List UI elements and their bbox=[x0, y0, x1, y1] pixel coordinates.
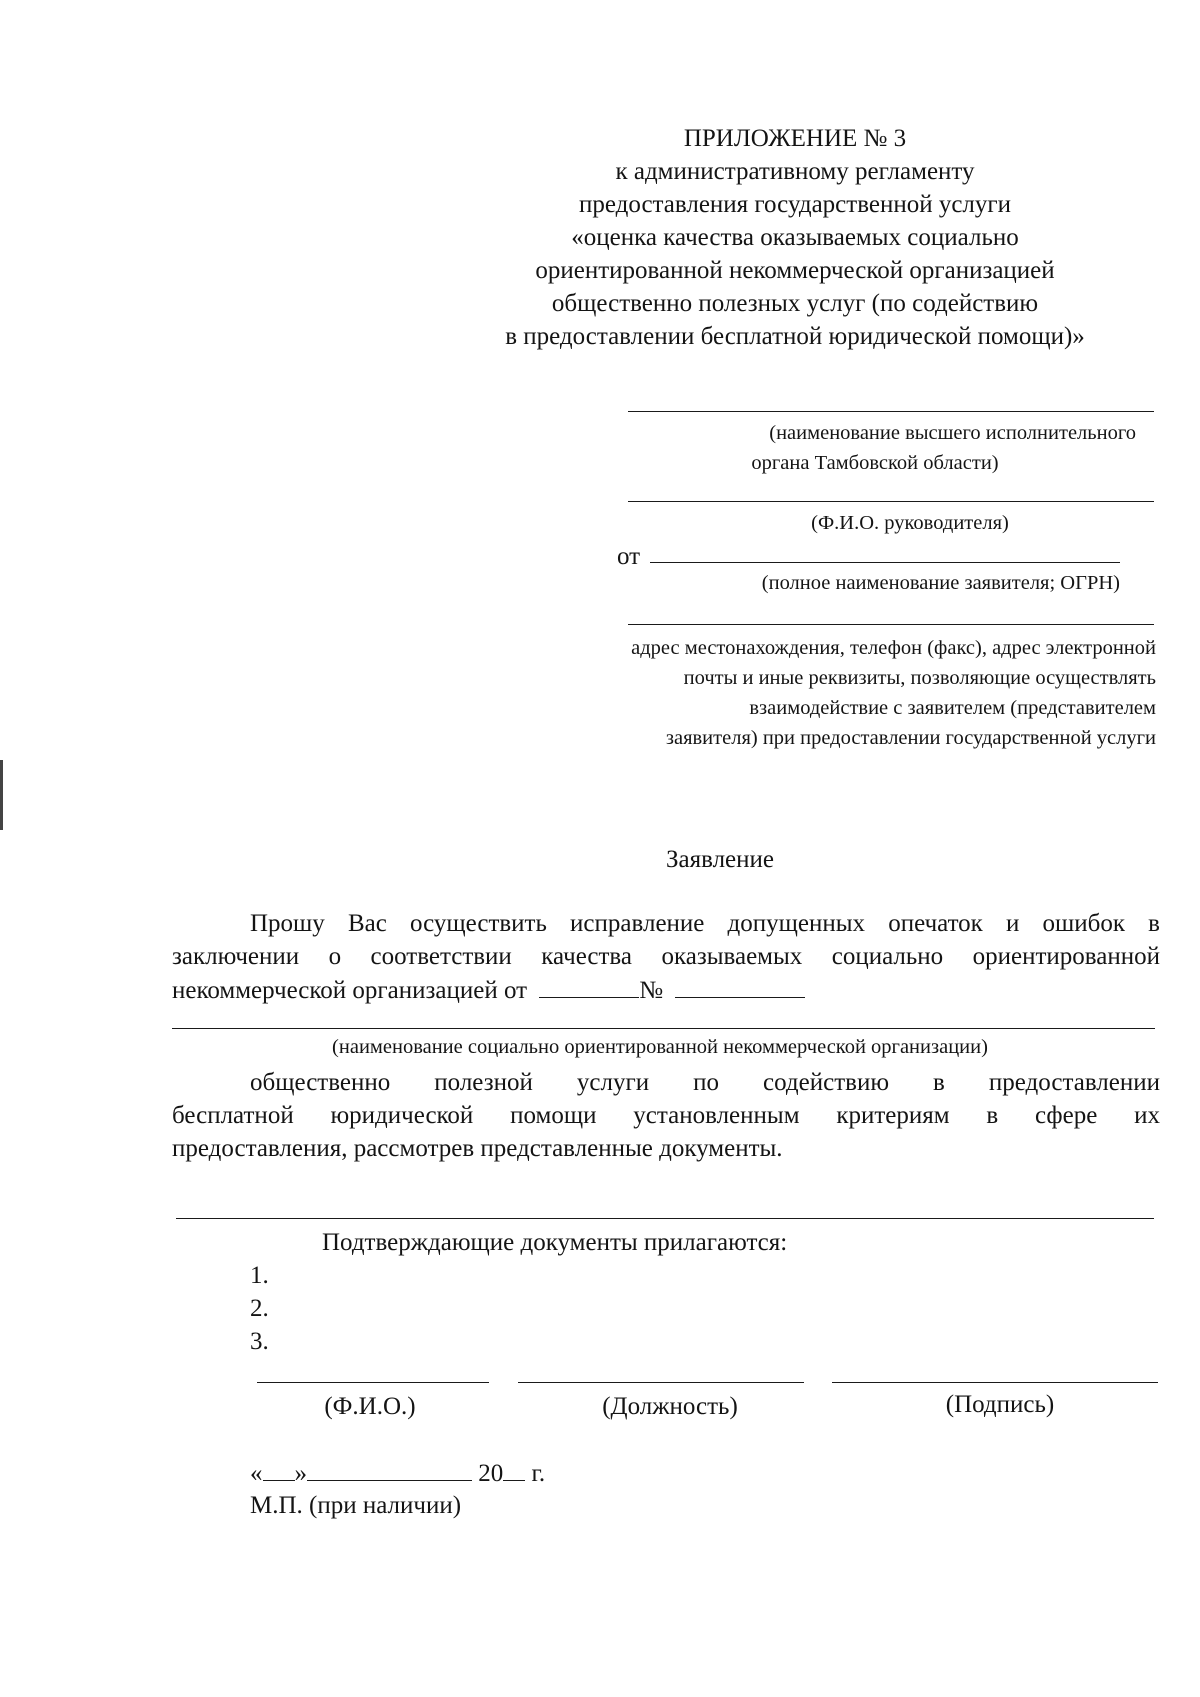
month-field[interactable] bbox=[307, 1456, 472, 1481]
from-label: от bbox=[617, 543, 641, 570]
conclusion-number-field[interactable] bbox=[675, 973, 805, 998]
year-prefix: 20 bbox=[478, 1460, 504, 1487]
annex-line: ориентированной некоммерческой организацией bbox=[535, 257, 1055, 284]
date-close-quote: » bbox=[294, 1460, 307, 1487]
head-caption: (Ф.И.О. руководителя) bbox=[811, 512, 1009, 534]
scan-edge-mark bbox=[0, 760, 3, 830]
annex-line: «оценка качества оказываемых социально bbox=[571, 224, 1019, 251]
statement-title: Заявление bbox=[665, 846, 775, 873]
organ-caption: органа Тамбовской области) bbox=[751, 452, 999, 474]
attachment-item: 3. bbox=[250, 1328, 269, 1355]
request-line: заключении о соответствии качества оказываемых социально ориентированной bbox=[172, 943, 1160, 970]
stamp-place: М.П. (при наличии) bbox=[250, 1492, 462, 1519]
full-name-field[interactable] bbox=[257, 1382, 489, 1383]
attachments-heading: Подтверждающие документы прилагаются: bbox=[322, 1229, 788, 1256]
annex-line: к административному регламенту bbox=[615, 158, 975, 185]
continuation-line: предоставления, рассмотрев представленные документы. bbox=[172, 1135, 783, 1162]
head-name-field[interactable] bbox=[628, 501, 1154, 502]
contacts-caption: почты и иные реквизиты, позволяющие осуществлять bbox=[683, 667, 1156, 689]
organ-caption: (наименование высшего исполнительного bbox=[769, 422, 1136, 444]
annex-title: ПРИЛОЖЕНИЕ № 3 bbox=[683, 125, 907, 152]
contacts-caption: взаимодействие с заявителем (представителем bbox=[749, 697, 1156, 719]
year-field[interactable] bbox=[503, 1456, 525, 1481]
signature-field[interactable] bbox=[832, 1382, 1158, 1383]
date-line bbox=[250, 1456, 545, 1490]
conclusion-date-field[interactable] bbox=[539, 973, 639, 998]
annex-line: в предоставлении бесплатной юридической помощи)» bbox=[505, 323, 1085, 350]
organ-name-field[interactable] bbox=[628, 411, 1154, 412]
position-caption: (Должность) bbox=[602, 1393, 738, 1420]
contacts-caption: адрес местонахождения, телефон (факс), адрес электронной bbox=[631, 637, 1156, 659]
applicant-name-field[interactable] bbox=[650, 562, 1120, 563]
applicant-caption: (полное наименование заявителя; ОГРН) bbox=[761, 572, 1120, 594]
full-name-caption: (Ф.И.О.) bbox=[324, 1393, 416, 1420]
annex-line: общественно полезных услуг (по содействию bbox=[551, 290, 1039, 317]
request-line-3 bbox=[172, 973, 805, 1007]
attachment-item: 1. bbox=[250, 1262, 269, 1289]
applicant-contacts-field[interactable] bbox=[628, 624, 1154, 625]
request-line: Прошу Вас осуществить исправление допущенных опечаток и ошибок в bbox=[250, 910, 1160, 937]
position-field[interactable] bbox=[518, 1382, 804, 1383]
date-open-quote: « bbox=[250, 1460, 263, 1487]
continuation-line: общественно полезной услуги по содействию в предоставлении bbox=[250, 1069, 1160, 1096]
org-caption: (наименование социально ориентированной некоммерческой организации) bbox=[332, 1036, 988, 1058]
attachment-item: 2. bbox=[250, 1295, 269, 1322]
org-name-field[interactable] bbox=[172, 1028, 1155, 1029]
number-sign: № bbox=[639, 977, 664, 1004]
signature-caption: (Подпись) bbox=[945, 1391, 1055, 1418]
additional-info-field[interactable] bbox=[176, 1218, 1154, 1219]
request-line-3-text: некоммерческой организацией от bbox=[172, 977, 528, 1004]
continuation-line: бесплатной юридической помощи установленным критериям в сфере их bbox=[172, 1102, 1160, 1129]
annex-line: предоставления государственной услуги bbox=[578, 191, 1012, 218]
contacts-caption: заявителя) при предоставлении государственной услуги bbox=[665, 727, 1156, 749]
year-suffix: г. bbox=[531, 1460, 546, 1487]
day-field[interactable] bbox=[263, 1456, 295, 1481]
